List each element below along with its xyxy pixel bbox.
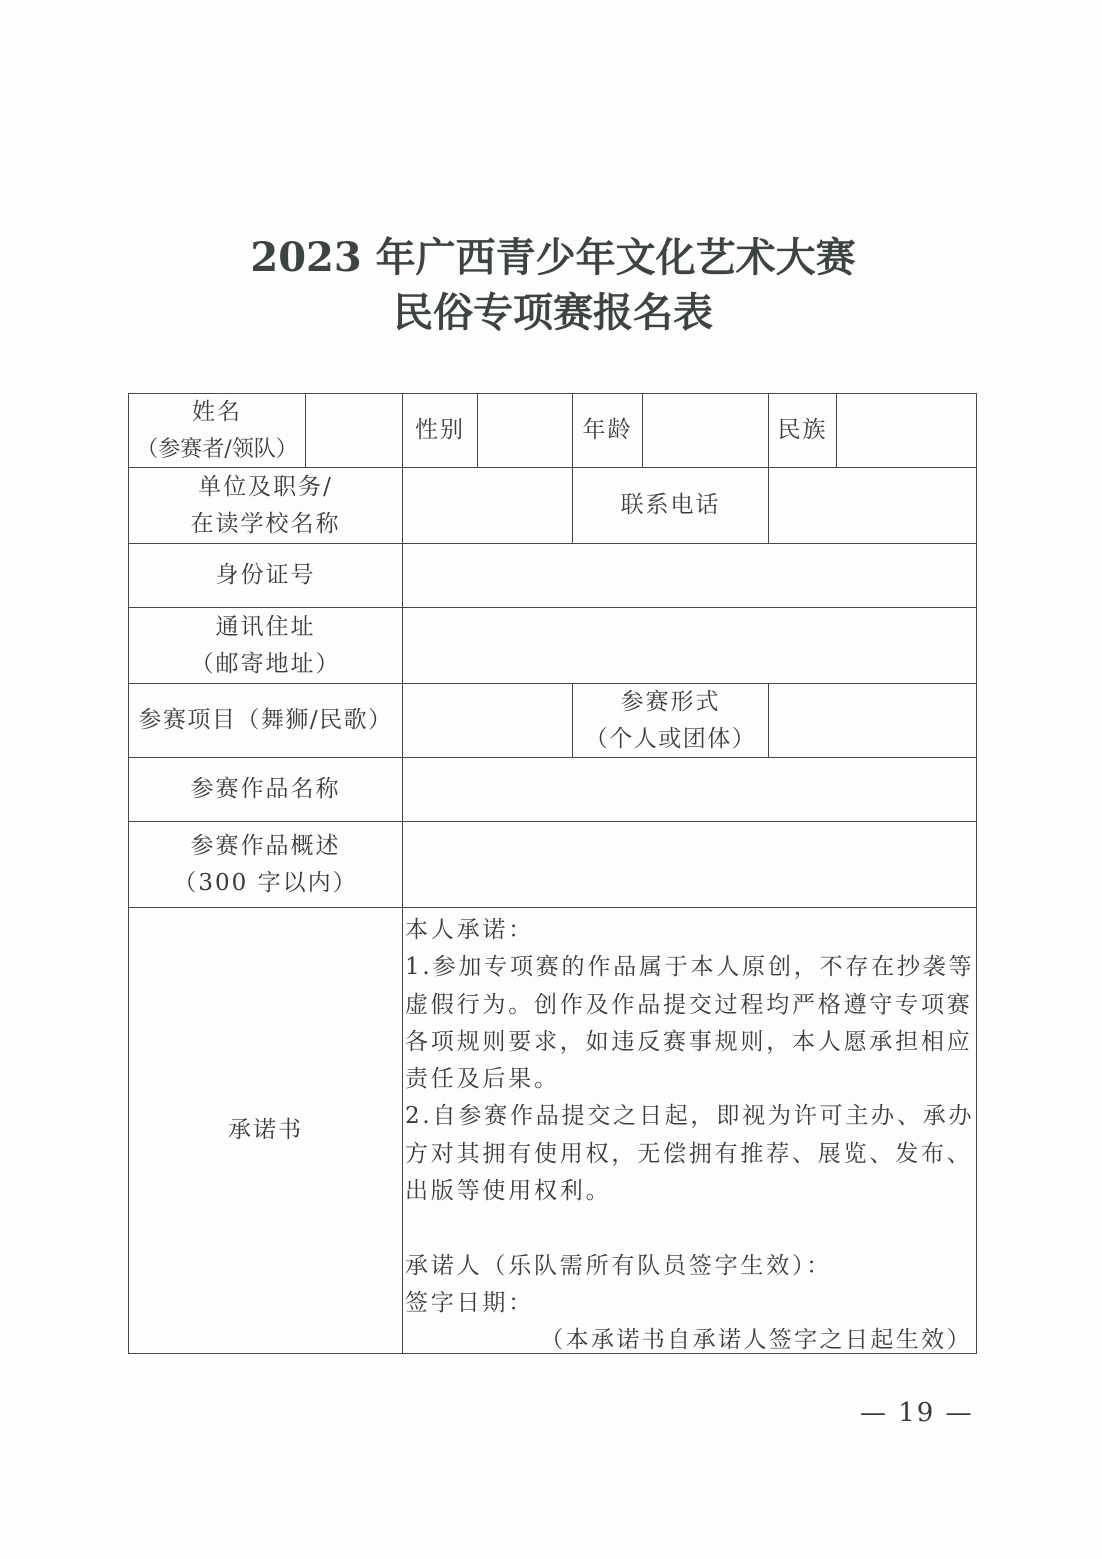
commitment-line: 出版等使用权利。 bbox=[405, 1178, 612, 1205]
format-field[interactable] bbox=[768, 683, 977, 758]
page-number: — 19 — bbox=[860, 1398, 974, 1428]
commitment-heading: 本人承诺： bbox=[405, 917, 534, 943]
id-label-cell bbox=[128, 543, 403, 608]
gender-label-cell bbox=[402, 393, 478, 468]
name-field[interactable] bbox=[305, 393, 403, 468]
address-field[interactable] bbox=[402, 607, 977, 684]
work-name-field[interactable] bbox=[402, 757, 977, 822]
work-name-label-cell bbox=[128, 757, 403, 822]
ethnicity-field[interactable] bbox=[836, 393, 977, 468]
unit-label-cell bbox=[128, 467, 403, 544]
ethnicity-label: 民族 bbox=[777, 417, 828, 443]
event-field[interactable] bbox=[402, 683, 573, 758]
summary-sublabel: （300 字以内） bbox=[173, 869, 358, 896]
gender-field[interactable] bbox=[477, 393, 573, 468]
age-label: 年龄 bbox=[582, 417, 633, 443]
event-label-cell bbox=[128, 683, 403, 758]
unit-label-line-2: 在读学校名称 bbox=[190, 510, 341, 537]
summary-field[interactable] bbox=[402, 821, 977, 908]
age-label-cell bbox=[572, 393, 643, 468]
name-sublabel: （参赛者/领队） bbox=[136, 436, 298, 462]
summary-label: 参赛作品概述 bbox=[190, 832, 341, 859]
form-title bbox=[0, 230, 1102, 340]
summary-label-cell bbox=[128, 821, 403, 908]
commitment-line: 2.自参赛作品提交之日起，即视为许可主办、承办 bbox=[405, 1103, 975, 1130]
phone-label: 联系电话 bbox=[620, 492, 721, 518]
phone-label-cell bbox=[572, 467, 769, 544]
unit-label-line-1: 单位及职务/ bbox=[198, 473, 333, 500]
signer-line[interactable]: 承诺人（乐队需所有队员签字生效）： bbox=[405, 1252, 833, 1279]
unit-field[interactable] bbox=[402, 467, 573, 544]
title-line-1: 2023 年广西青少年文化艺术大赛 bbox=[250, 234, 856, 281]
address-sublabel: （邮寄地址） bbox=[190, 650, 341, 677]
commitment-spacer bbox=[405, 1210, 972, 1247]
age-field[interactable] bbox=[642, 393, 769, 468]
commitment-line: 责任及后果。 bbox=[405, 1066, 560, 1093]
effective-note: （本承诺书自承诺人签字之日起生效） bbox=[540, 1327, 972, 1354]
work-name-label: 参赛作品名称 bbox=[190, 776, 341, 802]
format-label: 参赛形式 bbox=[620, 688, 721, 715]
id-number-label: 身份证号 bbox=[215, 562, 316, 588]
commitment-line: 1.参加专项赛的作品属于本人原创，不存在抄袭等 bbox=[405, 954, 975, 981]
commitment-text-cell bbox=[402, 907, 977, 1354]
commitment-line: 各项规则要求，如违反赛事规则，本人愿承担相应 bbox=[405, 1028, 973, 1055]
commitment-label-cell bbox=[128, 907, 403, 1354]
format-label-cell bbox=[572, 683, 769, 758]
commitment-line: 虚假行为。创作及作品提交过程均严格遵守专项赛 bbox=[405, 991, 973, 1018]
sign-date-line[interactable]: 签字日期： bbox=[405, 1289, 534, 1316]
registration-form-table bbox=[128, 393, 978, 1354]
title-line-2: 民俗专项赛报名表 bbox=[393, 289, 713, 336]
gender-label: 性别 bbox=[415, 417, 465, 443]
address-label: 通讯住址 bbox=[215, 613, 316, 640]
name-label-cell bbox=[128, 393, 306, 468]
name-label: 姓名 bbox=[192, 398, 242, 425]
event-label: 参赛项目（舞狮/民歌） bbox=[138, 707, 393, 733]
commitment-label: 承诺书 bbox=[228, 1117, 303, 1143]
format-sublabel: （个人或团体） bbox=[584, 725, 757, 752]
phone-field[interactable] bbox=[768, 467, 977, 544]
id-number-field[interactable] bbox=[402, 543, 977, 608]
address-label-cell bbox=[128, 607, 403, 684]
commitment-line: 方对其拥有使用权，无偿拥有推荐、展览、发布、 bbox=[405, 1140, 973, 1167]
ethnicity-label-cell bbox=[768, 393, 837, 468]
